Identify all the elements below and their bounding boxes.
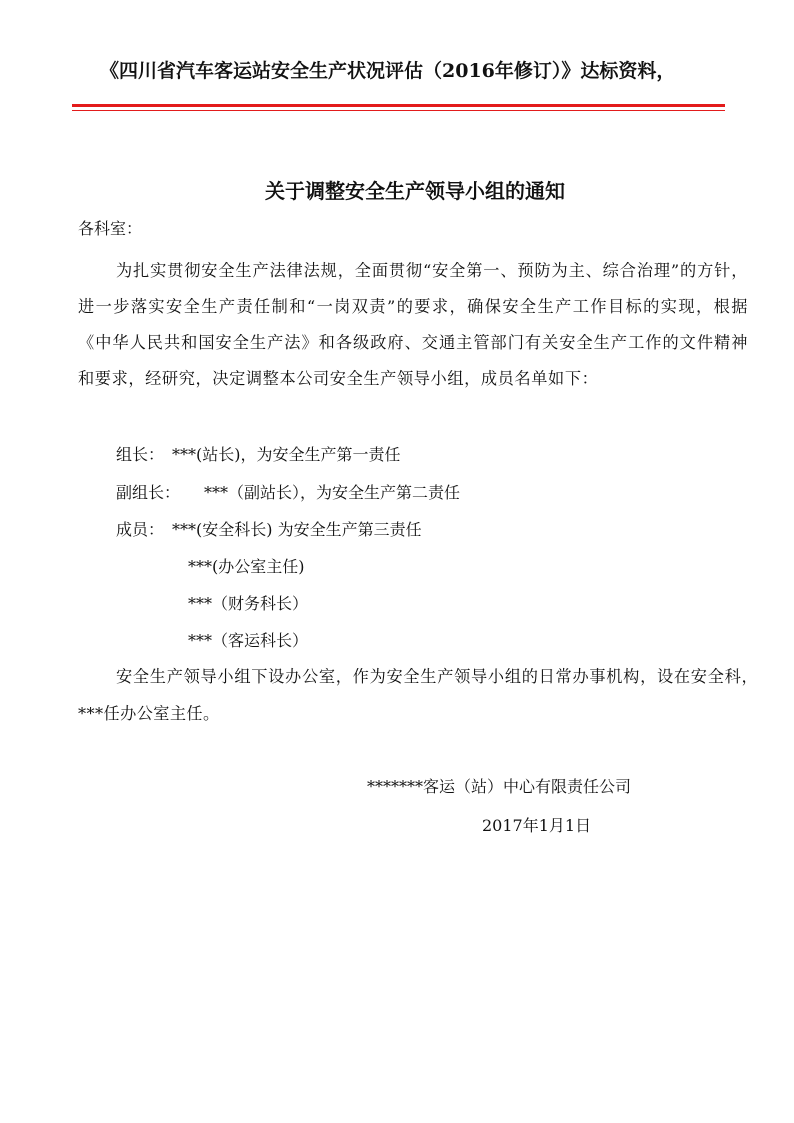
member-leader <box>116 442 401 465</box>
salutation: 各科室： <box>78 219 143 238</box>
member-members <box>116 517 422 540</box>
member-finance-chief <box>188 591 308 614</box>
header-red-rule-thick <box>72 104 725 107</box>
closing-paragraph: 安全生产领导小组下设办公室，作为安全生产领导小组的日常办事机构，设在安全科， ***任办公室主任。 <box>78 667 767 723</box>
member-deputy-leader <box>116 480 460 503</box>
member-office-director <box>188 554 305 577</box>
member-text: ***（副站长），为安全生产第二责任 <box>204 483 461 502</box>
header-title: 《四川省汽车客运站安全生产状况评估（2016年修订）》达标资料， <box>100 60 676 82</box>
member-text: ***（财务科长） <box>188 594 309 613</box>
header-red-rule-thin <box>72 110 725 111</box>
member-text: ***（客运科长） <box>188 631 309 650</box>
notice-title: 关于调整安全生产领导小组的通知 <box>265 179 565 203</box>
member-text: ***(站长)，为安全生产第一责任 <box>172 445 401 464</box>
member-text: ***(办公室主任) <box>188 557 305 576</box>
signature-organization: *******客运（站）中心有限责任公司 <box>367 777 632 796</box>
member-role: 组长： <box>116 445 165 464</box>
body-paragraph: 为扎实贯彻安全生产法律法规，全面贯彻“安全第一、预防为主、综合治理”的方针，进一步落实安全生产责任制和“一岗双责”的要求，确保安全生产工作目标的实现，根据《中华人民共和国安全生产法》和各级政府、交通主管部门有关安全生产工作的文件精神和要求，经研究，决定调整本公司安全生产领导小组，成员名单如下： <box>78 261 748 388</box>
member-role: 副组长： <box>116 483 181 502</box>
member-passenger-chief <box>188 628 308 651</box>
member-text: ***(安全科长) 为安全生产第三责任 <box>172 520 422 539</box>
member-role: 成员： <box>116 520 165 539</box>
signature-date: 2017年1月1日 <box>482 816 592 835</box>
